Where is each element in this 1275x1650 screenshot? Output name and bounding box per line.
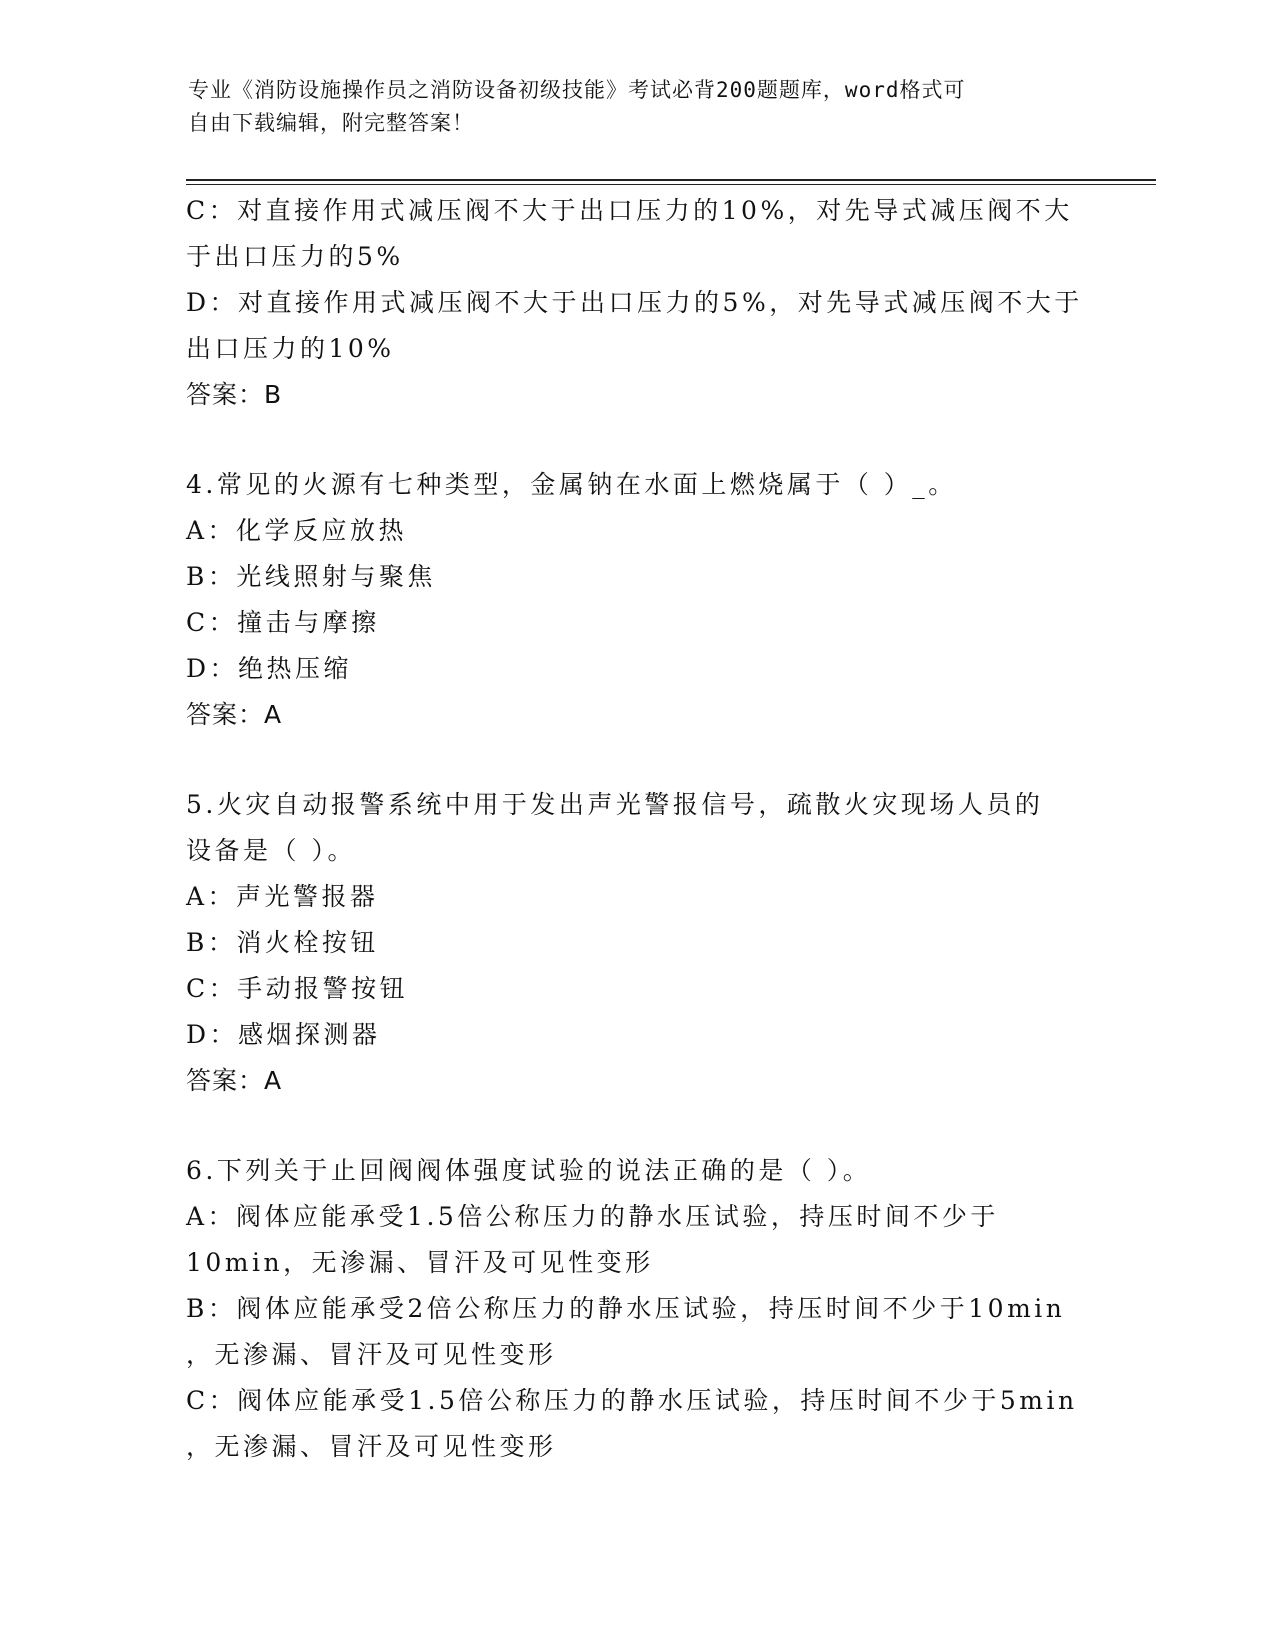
option-b: B：光线照射与聚焦: [186, 562, 436, 591]
option-d-line-1: D：对直接作用式减压阀不大于出口压力的5%，对先导式减压阀不大于: [186, 288, 1083, 317]
option-c-line-1: C：对直接作用式减压阀不大于出口压力的10%，对先导式减压阀不大: [186, 196, 1073, 225]
answer: 答案：A: [186, 1066, 283, 1095]
option-c-line-2: ，无渗漏、冒汗及可见性变形: [186, 1432, 557, 1461]
option-a-line-2: 10min，无渗漏、冒汗及可见性变形: [186, 1248, 654, 1277]
option-c-line-1: C：阀体应能承受1.5倍公称压力的静水压试验，持压时间不少于5min: [186, 1386, 1078, 1415]
option-c: C：手动报警按钮: [186, 974, 409, 1003]
question-3-tail: [186, 188, 1086, 418]
option-c-line-2: 于出口压力的5%: [186, 242, 404, 271]
document-body: [186, 188, 1086, 1470]
question-stem-line-1: 5.火灾自动报警系统中用于发出声光警报信号，疏散火灾现场人员的: [186, 790, 1044, 819]
question-stem-line-2: 设备是（ ）。: [186, 836, 356, 865]
header-divider-thick: [186, 179, 1156, 181]
answer: 答案：B: [186, 380, 283, 409]
header-line-1: 专业《消防设施操作员之消防设备初级技能》考试必背200题题库，word格式可: [188, 78, 966, 102]
option-b-line-1: B：阀体应能承受2倍公称压力的静水压试验，持压时间不少于10min: [186, 1294, 1066, 1323]
question-6: [186, 1148, 1086, 1470]
option-b-line-2: ，无渗漏、冒汗及可见性变形: [186, 1340, 557, 1369]
option-d-line-2: 出口压力的10%: [186, 334, 395, 363]
document-header: [188, 74, 1088, 140]
option-a: A：声光警报器: [186, 882, 379, 911]
question-4: [186, 462, 1086, 738]
option-d: D：绝热压缩: [186, 654, 353, 683]
header-line-2: 自由下载编辑，附完整答案！: [188, 111, 474, 135]
question-stem: 4.常见的火源有七种类型，金属钠在水面上燃烧属于（ ）_。: [186, 470, 957, 499]
option-c: C：撞击与摩擦: [186, 608, 380, 637]
question-5: [186, 782, 1086, 1104]
option-b: B：消火栓按钮: [186, 928, 379, 957]
question-stem: 6.下列关于止回阀阀体强度试验的说法正确的是（ ）。: [186, 1156, 872, 1185]
option-d: D：感烟探测器: [186, 1020, 381, 1049]
header-divider-thin: [186, 184, 1156, 185]
answer: 答案：A: [186, 700, 283, 729]
option-a-line-1: A：阀体应能承受1.5倍公称压力的静水压试验，持压时间不少于: [186, 1202, 999, 1231]
option-a: A：化学反应放热: [186, 516, 408, 545]
